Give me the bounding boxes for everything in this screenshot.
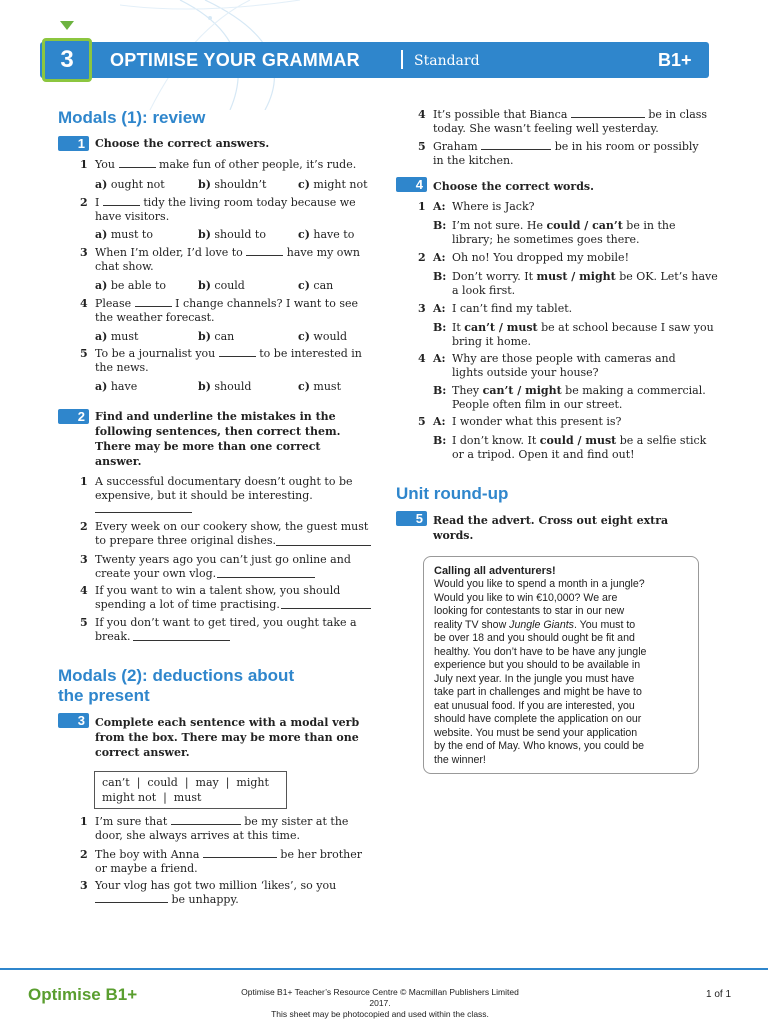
advert-line[interactable]: looking for contestants to star in our new — [434, 605, 625, 617]
choice-word[interactable]: might — [579, 270, 616, 283]
answer-line[interactable] — [276, 545, 371, 546]
answer-line[interactable] — [281, 608, 371, 609]
worksheet-subtitle: Standard — [414, 53, 480, 69]
item-text: The boy with Anna be her brother or maybe a friend. — [95, 848, 363, 875]
line-b: I’m not sure. He could / can’t be in the library; he sometimes goes there. — [452, 219, 676, 246]
footer-copyright: Optimise B1+ Teacher’s Resource Centre © Macmillan Publishers Limited 2017. This sheet may be photocopied and used within the class. — [241, 987, 519, 1019]
answer-line[interactable] — [133, 640, 230, 641]
advert-line[interactable]: be over 18 and you should ought be fit and — [434, 632, 635, 644]
answer-blank[interactable] — [246, 246, 283, 256]
exercise-instruction: Choose the correct words. — [433, 180, 594, 193]
speaker-a: A: — [433, 352, 446, 365]
item-number: 4 — [80, 297, 88, 310]
exercise-badge: 1 — [58, 136, 89, 151]
answer-blank[interactable] — [571, 108, 645, 118]
advert-line[interactable]: Would you like to spend a month in a jungle? — [434, 578, 645, 590]
advert-line[interactable]: take part in challenges and might be have to — [434, 686, 642, 698]
item-number: 1 — [80, 158, 88, 171]
exercise-instruction: Complete each sentence with a modal verb from the box. There may be more than one correct answer. — [95, 716, 360, 759]
item-number: 2 — [80, 848, 88, 861]
answer-blank[interactable] — [119, 158, 156, 168]
speaker-b: B: — [433, 321, 447, 334]
item-text: A successful documentary doesn’t ought to be expensive, but it should be interesting. — [95, 475, 353, 502]
item-number: 5 — [418, 415, 426, 428]
option-a[interactable]: a) ought not — [95, 178, 165, 191]
item-number: 5 — [80, 347, 88, 360]
item-text: Graham be in his room or possibly in the kitchen. — [433, 140, 699, 167]
item-number: 5 — [80, 616, 88, 629]
item-number: 2 — [80, 520, 88, 533]
unit-pointer-icon — [60, 21, 74, 30]
option-a[interactable]: a) must to — [95, 228, 153, 241]
item-text: If you want to win a talent show, you should spending a lot of time practising. — [95, 584, 341, 611]
item-number: 5 — [418, 140, 426, 153]
choice-word[interactable]: must — [536, 270, 568, 283]
choice-word[interactable]: can’t — [464, 321, 495, 334]
advert-line[interactable]: website. You must be send your application — [434, 726, 638, 739]
item-number: 1 — [80, 815, 88, 828]
advert-line[interactable]: by the end of May. Who knows, you could be — [434, 740, 645, 752]
item-number: 2 — [80, 196, 88, 209]
footer-rule — [0, 968, 768, 970]
item-number: 4 — [418, 108, 426, 121]
speaker-b: B: — [433, 270, 447, 283]
option-b[interactable]: b) shouldn’t — [198, 178, 267, 191]
advert-line[interactable]: reality TV show Jungle Giants. You must to — [434, 618, 636, 631]
item-text: You make fun of other people, it’s rude. — [95, 158, 357, 171]
advert-line[interactable]: should have complete the application on our — [434, 713, 642, 725]
item-number: 2 — [418, 251, 426, 264]
speaker-b: B: — [433, 434, 447, 447]
answer-blank[interactable] — [95, 893, 168, 903]
section-heading: Unit round-up — [396, 484, 509, 503]
option-c[interactable]: c) must — [298, 380, 341, 393]
option-c[interactable]: c) would — [298, 330, 348, 343]
answer-blank[interactable] — [481, 140, 551, 150]
speaker-a: A: — [433, 415, 446, 428]
speaker-b: B: — [433, 384, 447, 397]
advert-line[interactable]: the winner! — [434, 753, 486, 766]
section-heading: Modals (1): review — [58, 108, 206, 127]
answer-blank[interactable] — [203, 848, 277, 858]
section-heading: Modals (2): deductions about the present — [58, 666, 295, 705]
answer-line[interactable] — [95, 512, 192, 513]
option-c[interactable]: c) can — [298, 279, 334, 292]
item-number: 3 — [80, 879, 88, 892]
exercise-instruction: Choose the correct answers. — [95, 137, 270, 150]
speaker-a: A: — [433, 251, 446, 264]
item-text: I tidy the living room today because we have visitors. — [95, 196, 356, 223]
exercise-badge: 3 — [58, 713, 89, 728]
speaker-a: A: — [433, 200, 446, 213]
worksheet-title: OPTIMISE YOUR GRAMMAR — [110, 50, 360, 70]
option-b[interactable]: b) should — [198, 380, 252, 393]
line-a: I wonder what this present is? — [452, 415, 622, 428]
item-number: 4 — [418, 352, 426, 365]
level-label: B1+ — [658, 50, 692, 70]
choice-word[interactable]: could — [539, 434, 574, 447]
option-b[interactable]: b) can — [198, 330, 235, 343]
item-text: Your vlog has got two million ‘likes’, so you be unhappy. — [95, 879, 337, 906]
line-b: It can’t / must be at school because I saw you bring it home. — [452, 321, 714, 348]
advert-line[interactable]: July next year. In the jungle you must have — [434, 672, 635, 685]
page-number: 1 of 1 — [706, 989, 732, 1000]
option-b[interactable]: b) could — [198, 279, 245, 292]
choice-word[interactable]: must — [506, 321, 538, 334]
choice-word[interactable]: can’t — [482, 384, 514, 397]
item-number: 1 — [418, 200, 426, 213]
advert-line[interactable]: eat unusual food. If you are interested, you — [434, 699, 635, 712]
item-text: Twenty years ago you can’t just go online and create your own vlog. — [95, 553, 351, 580]
line-a: Oh no! You dropped my mobile! — [452, 251, 629, 264]
choice-word[interactable]: could — [546, 219, 581, 232]
item-text: To be a journalist you to be interested in the news. — [95, 347, 362, 374]
item-text: I’m sure that be my sister at the door, she always arrives at this time. — [95, 815, 349, 842]
option-b[interactable]: b) should to — [198, 228, 266, 241]
advert-body — [434, 578, 696, 767]
title-divider — [401, 50, 403, 69]
exercise-badge: 5 — [396, 511, 427, 526]
item-number: 4 — [80, 584, 88, 597]
line-b: They can’t / might be making a commercial. People often film in our street. — [452, 384, 706, 411]
answer-blank[interactable] — [135, 297, 172, 307]
item-text: When I’m older, I’d love to have my own chat show. — [95, 246, 360, 273]
item-number: 3 — [80, 553, 88, 566]
item-number: 3 — [418, 302, 426, 315]
option-a[interactable]: a) must — [95, 330, 139, 343]
speaker-a: A: — [433, 302, 446, 315]
line-b: Don’t worry. It must / might be OK. Let’s have a look first. — [452, 270, 718, 297]
exercise-instruction: Find and underline the mistakes in the following sentences, then correct them. There may be more than one correct answer. — [95, 410, 341, 468]
advert-line[interactable]: healthy. You don’t have to be have any jungle — [434, 645, 647, 658]
unit-number: 3 — [42, 38, 92, 82]
exercise-instruction: Read the advert. Cross out eight extra words. — [433, 514, 669, 542]
line-a: I can’t find my tablet. — [452, 302, 573, 315]
answer-line[interactable] — [217, 577, 315, 578]
speaker-b: B: — [433, 219, 447, 232]
item-text: If you don’t want to get tired, you ought take a break. — [95, 616, 357, 643]
choice-word[interactable]: can’t — [592, 219, 623, 232]
exercise-badge: 4 — [396, 177, 427, 192]
item-number: 3 — [80, 246, 88, 259]
item-number: 1 — [80, 475, 88, 488]
line-a: Where is Jack? — [452, 200, 535, 213]
option-a[interactable]: a) have — [95, 380, 138, 393]
exercise-badge: 2 — [58, 409, 89, 424]
item-text: Please I change channels? I want to see the weather forecast. — [95, 297, 358, 324]
item-text: Every week on our cookery show, the guest must to prepare three original dishes. — [95, 520, 369, 547]
advert-line[interactable]: experience but you should to be available in — [434, 659, 641, 671]
advert-line[interactable]: Would you like to win €10,000? We are — [434, 591, 618, 604]
advert-title: Calling all adventurers! — [434, 565, 556, 577]
choice-word[interactable]: must — [585, 434, 617, 447]
option-c[interactable]: c) might not — [298, 178, 368, 191]
choice-word[interactable]: might — [525, 384, 562, 397]
word-box-text: can’t | could | may | might might not | must — [102, 776, 269, 804]
option-a[interactable]: a) be able to — [95, 279, 167, 292]
line-b: I don’t know. It could / must be a selfie stick or a tripod. Open it and find out! — [452, 434, 707, 461]
footer-brand: Optimise B1+ — [28, 985, 138, 1004]
line-a: Why are those people with cameras and lights outside your house? — [452, 352, 676, 379]
item-text: It’s possible that Bianca be in class today. She wasn’t feeling well yesterday. — [433, 108, 708, 135]
answer-blank[interactable] — [103, 196, 140, 206]
answer-blank[interactable] — [219, 347, 256, 357]
option-c[interactable]: c) have to — [298, 228, 355, 241]
answer-blank[interactable] — [171, 815, 241, 825]
